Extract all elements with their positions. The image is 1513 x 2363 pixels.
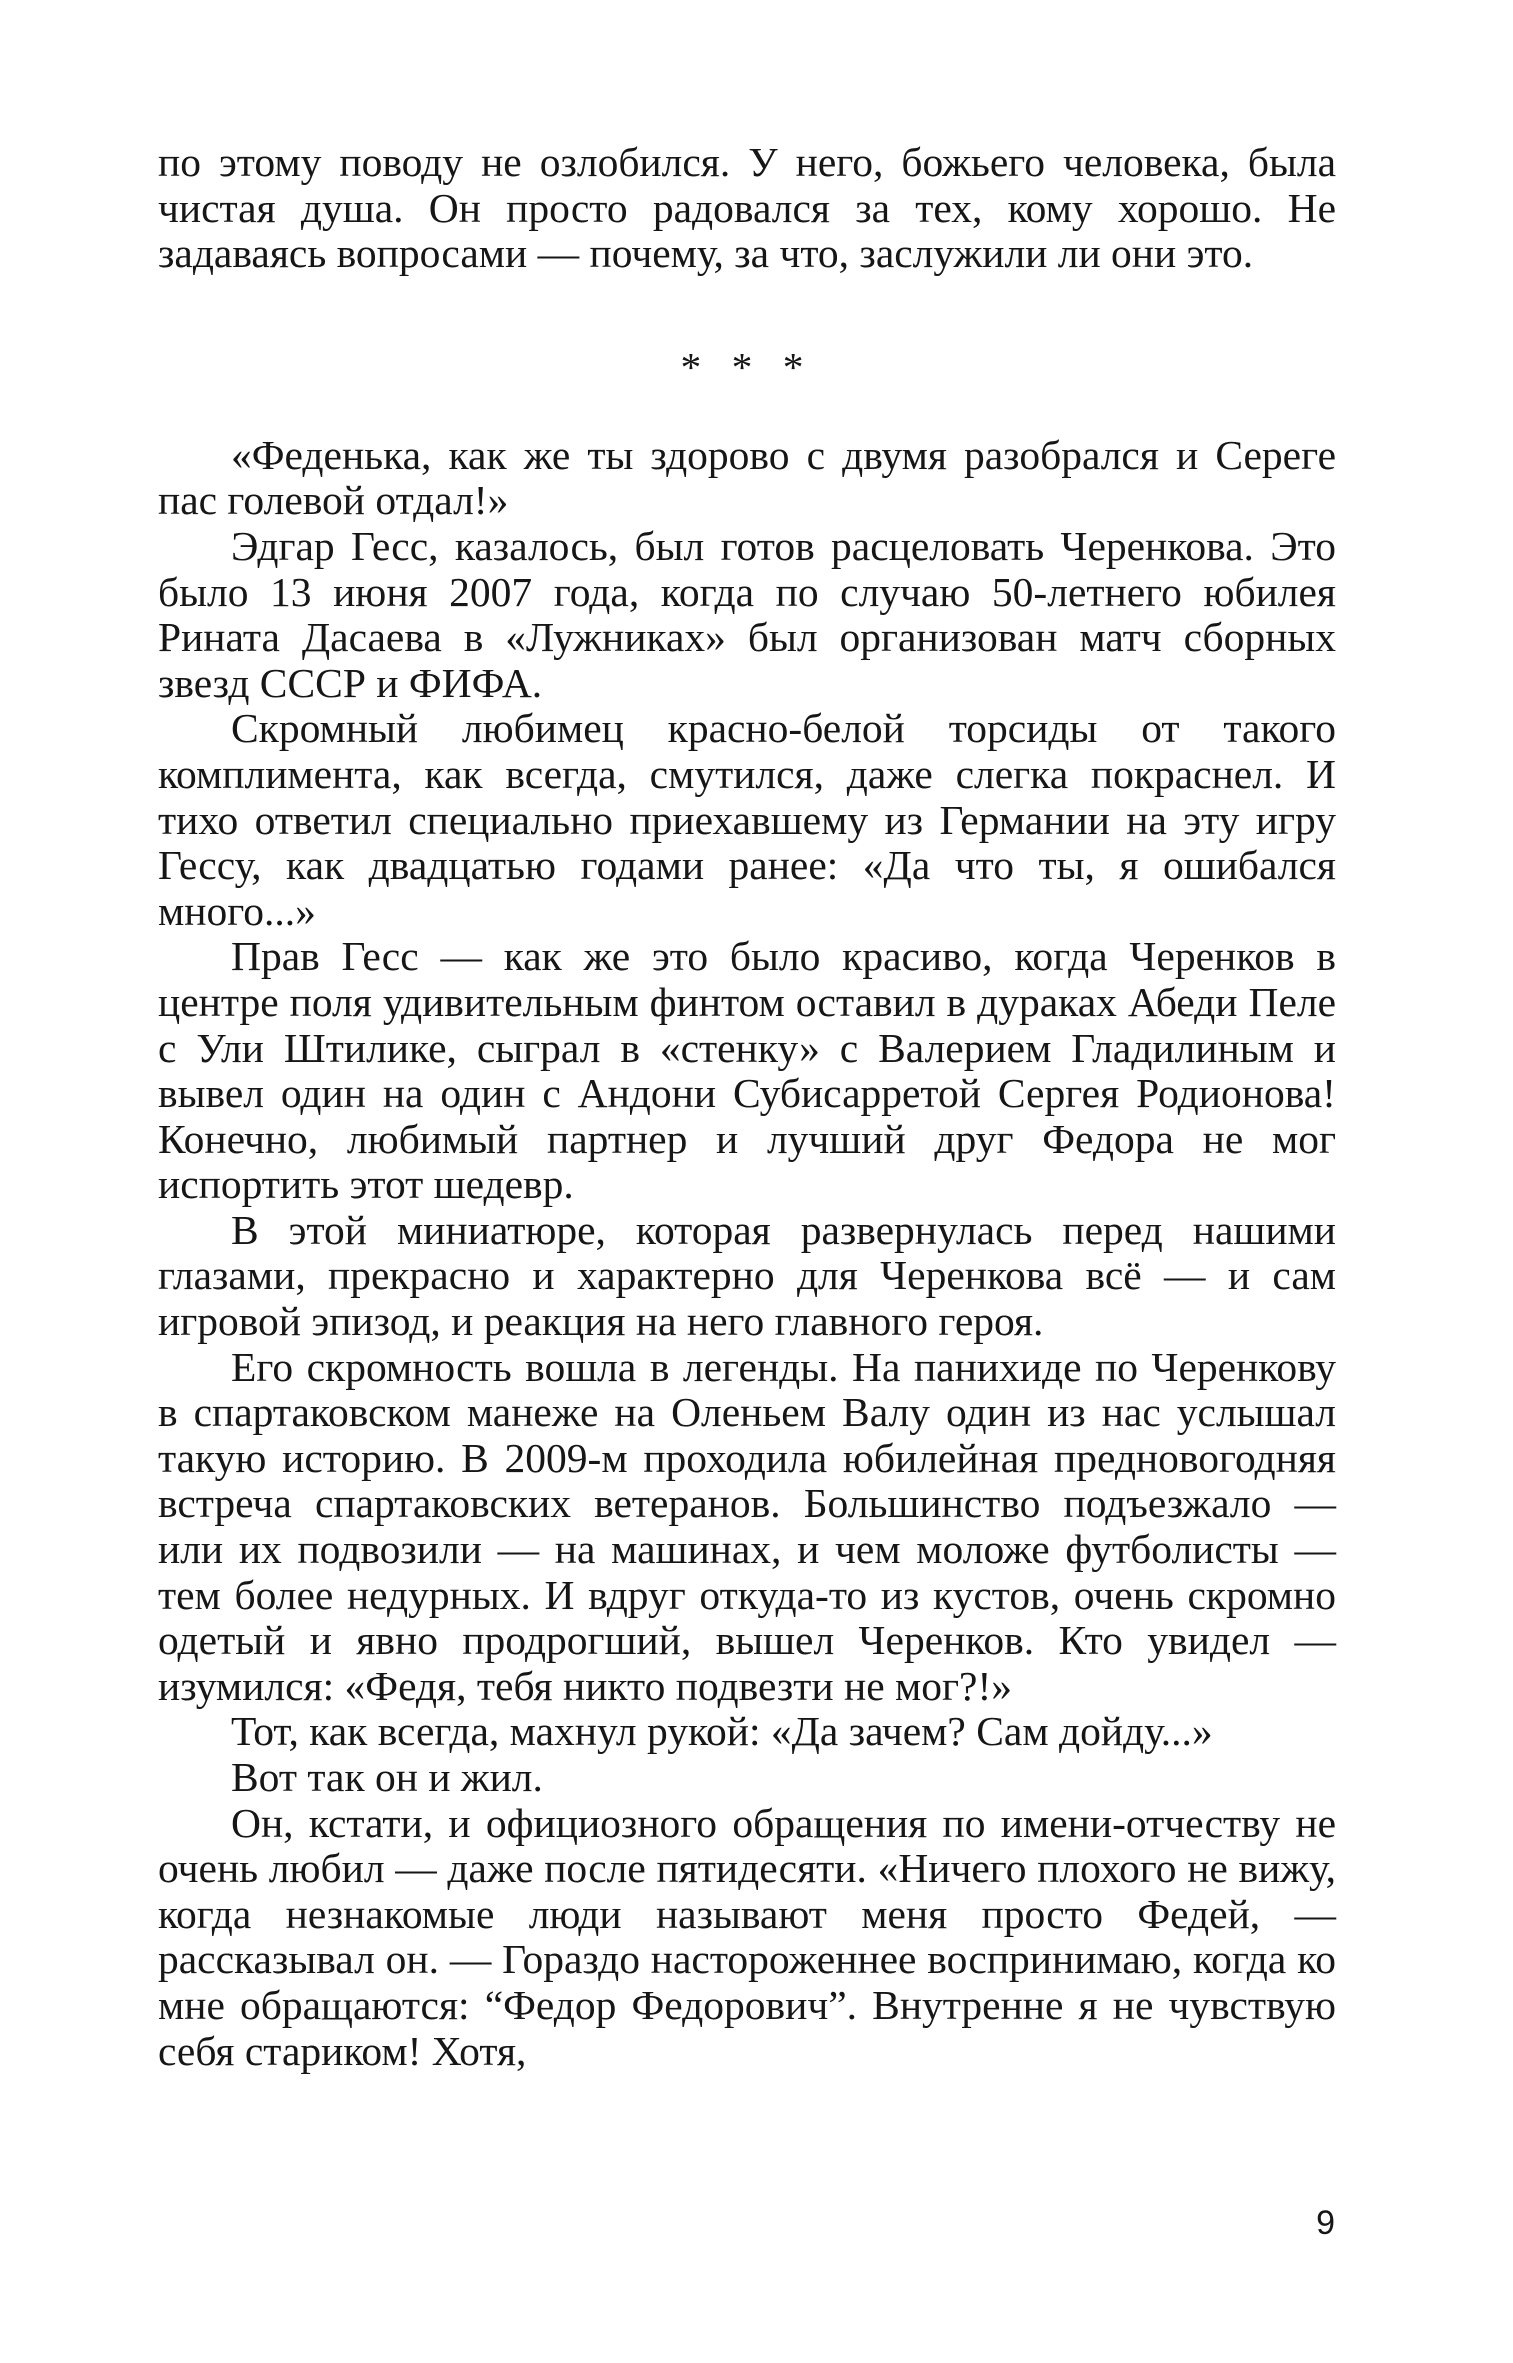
paragraph-edgar-gess: Эдгар Гесс, казалось, был готов расцеловать Черенкова. Это было 13 июня 2007 года, когда по случаю 50-летнего юбилея Рината Дасаева в «Лужниках» был организован матч сборных звезд СССР и ФИФА. [158,522,1336,706]
page-body [158,140,1336,2074]
paragraph-thus-lived: Вот так он и жил. [231,1754,543,1800]
paragraph-prav-gess: Прав Гесс — как же это было красиво, когда Черенков в центре поля удивительным финтом оставил в дураках Абеди Пеле с Ули Штилике, сыграл в «стенку» с Валерием Гладилиным и вывел один на один с Андони Субисарретой Сергея Родионова! Конечно, любимый партнер и лучший друг Федора не мог испортить этот шедевр. [158,933,1336,1208]
paragraph-modesty-legend: Его скромность вошла в легенды. На панихиде по Черенкову в спартаковском манеже на Оленьем Валу один из нас услышал такую историю. В 2009-м проходила юбилейная предновогодняя встреча спартаковских ветеранов. Большинство подъезжало — или их подвозили — на машинах, и чем моложе футболисты — тем более недурных. И вдруг откуда-то из кустов, очень скромно одетый и явно продрогший, вышел Черенков. Кто увидел — изумился: «Федя, тебя никто подвезти не мог?!» [158,1343,1336,1709]
paragraph-patronymic: Он, кстати, и официозного обращения по имени-отчеству не очень любил — даже после пятидесяти. «Ничего плохого не вижу, когда незнакомые люди называют меня просто Федей, — рассказывал он. — Гораздо настороженнее воспринимаю, когда ко мне обращаются: “Федор Федорович”. Внутренне я не чувствую себя стариком! Хотя, [158,1799,1336,2074]
paragraph-quote-fedenka: «Феденька, как же ты здорово с двумя разобрался и Сереге пас голевой отдал!» [158,431,1336,524]
page-number: 9 [1316,2204,1335,2242]
paragraph-modest-favorite: Скромный любимец красно-белой торсиды от такого комплимента, как всегда, смутился, даже слегка покраснел. И тихо ответил специально приехавшему из Германии на эту игру Гессу, как двадцатью годами ранее: «Да что ты, я ошибался много...» [158,705,1336,934]
intro-paragraph: по этому поводу не озлобился. У него, божьего человека, была чистая душа. Он просто радовался за тех, кому хорошо. Не задаваясь вопросами — почему, за что, заслужили ли они это. [158,139,1336,277]
section-separator: * * * [680,343,814,390]
paragraph-miniature: В этой миниатюре, которая развернулась перед нашими глазами, прекрасно и характерно для Черенкова всё — и сам игровой эпизод, и реакция на него главного героя. [158,1206,1336,1345]
paragraph-waved-hand: Тот, как всегда, махнул рукой: «Да зачем? Сам дойду...» [231,1708,1213,1755]
